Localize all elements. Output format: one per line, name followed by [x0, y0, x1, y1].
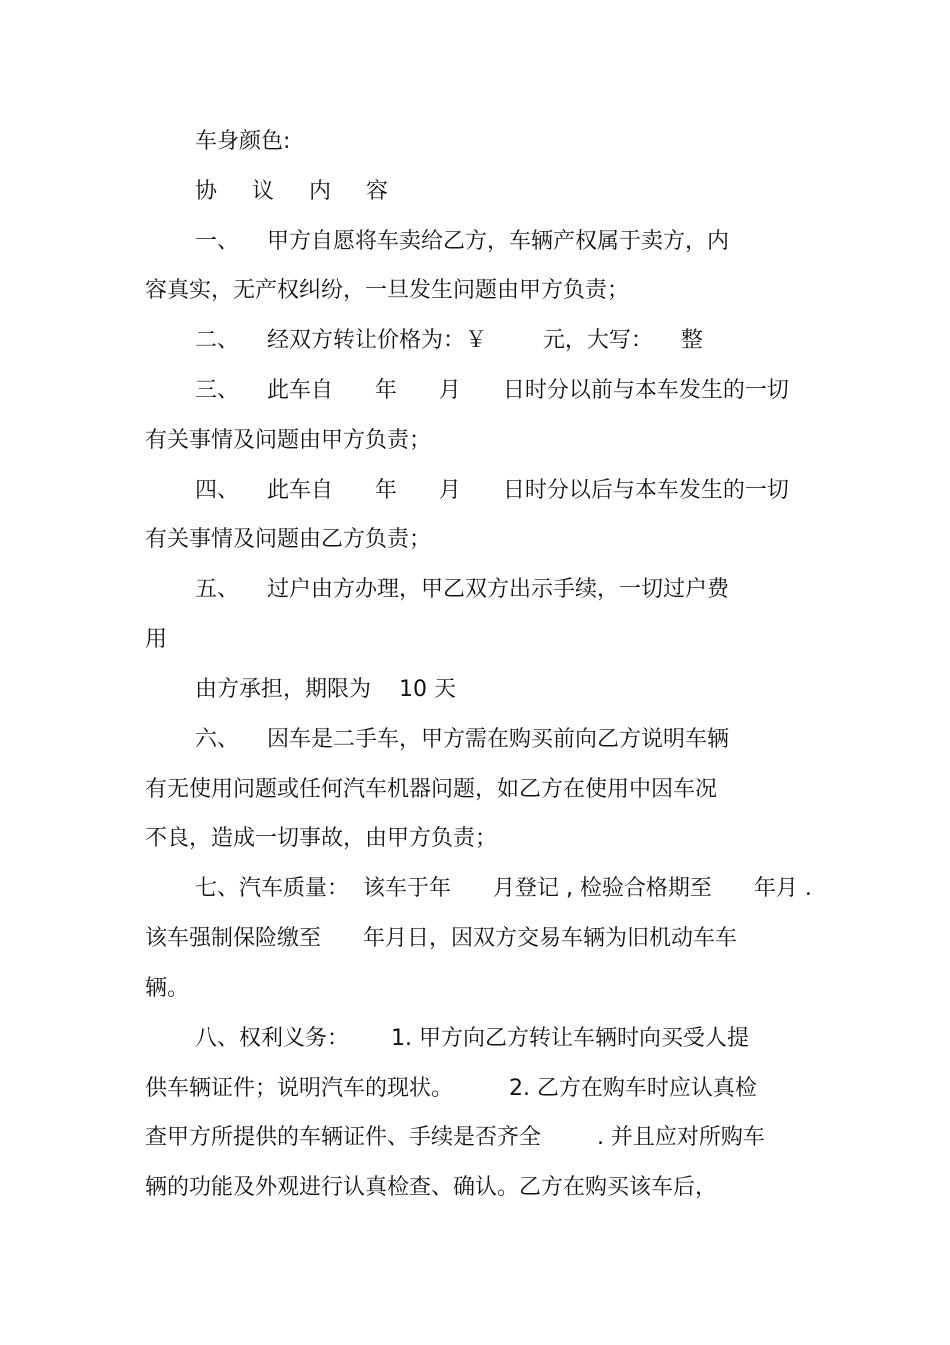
clause-6-line-3: 不良，造成一切事故，由甲方负责；: [145, 826, 498, 851]
clause-8-line-1: 八、权利义务： 1. 甲方向乙方转让车辆时向买受人提: [195, 1026, 749, 1051]
clause-3-line-2: 有关事情及问题由甲方负责；: [145, 428, 432, 453]
clause-8-line-2: 供车辆证件；说明汽车的现状。 2. 乙方在购车时应认真检: [145, 1076, 757, 1101]
clause-6-line-1: 六、 因车是二手车，甲方需在购买前向乙方说明车辆: [195, 727, 729, 752]
section-heading: 协 议 内 容: [195, 179, 402, 204]
clause-8-line-4: 辆的功能及外观进行认真检查、确认。乙方在购买该车后，: [145, 1175, 718, 1200]
clause-5-line-2: 用: [145, 627, 168, 652]
clause-7-line-2: 该车强制保险缴至 年月日，因双方交易车辆为旧机动车车: [145, 926, 737, 951]
clause-5-line-1: 五、 过户由方办理，甲乙双方出示手续，一切过户费: [195, 577, 729, 602]
clause-1-line-2: 容真实，无产权纠纷，一旦发生问题由甲方负责；: [145, 278, 630, 303]
clause-3-line-1: 三、 此车自 年 月 日时分以前与本车发生的一切: [195, 378, 789, 403]
clause-5-line-3: 由方承担，期限为 10 天: [195, 677, 456, 702]
line-car-color: 车身颜色:: [195, 129, 291, 154]
clause-1-line-1: 一、 甲方自愿将车卖给乙方，车辆产权属于卖方，内: [195, 229, 729, 254]
clause-4-line-2: 有关事情及问题由乙方负责；: [145, 527, 432, 552]
clause-8-line-3: 查甲方所提供的车辆证件、手续是否齐全 . 并且应对所购车: [145, 1125, 765, 1150]
clause-6-line-2: 有无使用问题或任何汽车机器问题，如乙方在使用中因车况: [145, 777, 718, 802]
clause-4-line-1: 四、 此车自 年 月 日时分以后与本车发生的一切: [195, 478, 789, 503]
clause-2: 二、 经双方转让价格为：￥ 元，大写： 整: [195, 328, 703, 353]
clause-7-line-1: 七、汽车质量： 该车于年 月登记 , 检验合格期至 年月 .: [195, 876, 812, 901]
clause-7-line-3: 辆。: [145, 976, 190, 1001]
